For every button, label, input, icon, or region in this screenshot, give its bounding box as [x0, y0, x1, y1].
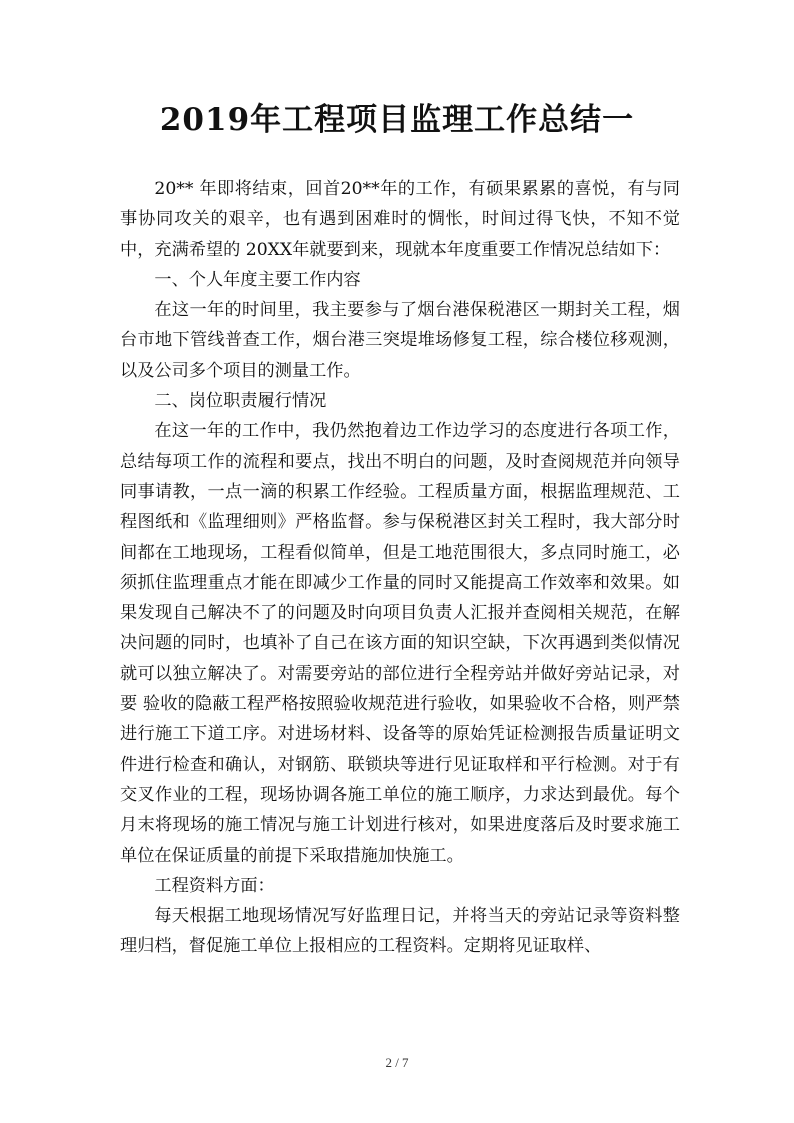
paragraph-intro: 20** 年即将结束，回首20**年的工作，有硕果累累的喜悦，有与同事协同攻关的艰辛，也有遇到困难时的惆怅，时间过得飞快，不知不觉中，充满希望的 20XX年就要到来，现就本年度重要工作情况总结如下： — [120, 179, 680, 260]
subheading-records: 工程资料方面： — [154, 875, 275, 896]
document-title: 2019年工程项目监理工作总结一 — [159, 102, 635, 138]
page-number: 2 / 7 — [385, 1055, 409, 1070]
section-heading-1: 一、个人年度主要工作内容 — [154, 269, 361, 290]
document-body — [120, 174, 680, 962]
paragraph-records: 每天根据工地现场情况写好监理日记，并将当天的旁站记录等资料整理归档，督促施工单位上报相应的工程资料。定期将见证取样、 — [120, 906, 680, 957]
paragraph-duties: 在这一年的工作中，我仍然抱着边工作边学习的态度进行各项工作，总结每项工作的流程和要点，找出不明白的问题，及时查阅规范并向领导同事请教，一点一滴的积累工作经验。工程质量方面，根据监理规范、工程图纸和《监理细则》严格监督。参与保税港区封关工程时，我大部分时间都在工地现场，工程看似简单，但是工地范围很大，多点同时施工，必须抓住监理重点才能在即减少工作量的同时又能提高工作效率和效果。如果发现自己解决不了的问题及时向项目负责人汇报并查阅相关规范，在解决问题的同时，也填补了自己在该方面的知识空缺，下次再遇到类似情况就可以独立解决了。对需要旁站的部位进行全程旁站并做好旁站记录，对要 验收的隐蔽工程严格按照验收规范进行验收，如果验收不合格，则严禁进行施工下道工序。对进场材料、设备等的原始凭证检测报告质量证明文件进行检查和确认，对钢筋、联锁块等进行见证取样和平行检测。对于有交叉作业的工程，现场协调各施工单位的施工顺序，力求达到最优。每个月末将现场的施工情况与施工计划进行核对，如果进度落后及时要求施工单位在保证质量的前提下采取措施加快施工。 — [120, 421, 680, 866]
section-heading-2: 二、岗位职责履行情况 — [154, 391, 327, 412]
paragraph-work-content: 在这一年的时间里，我主要参与了烟台港保税港区一期封关工程，烟台市地下管线普查工作，烟台港三突堤堆场修复工程，综合楼位移观测，以及公司多个项目的测量工作。 — [120, 300, 680, 381]
